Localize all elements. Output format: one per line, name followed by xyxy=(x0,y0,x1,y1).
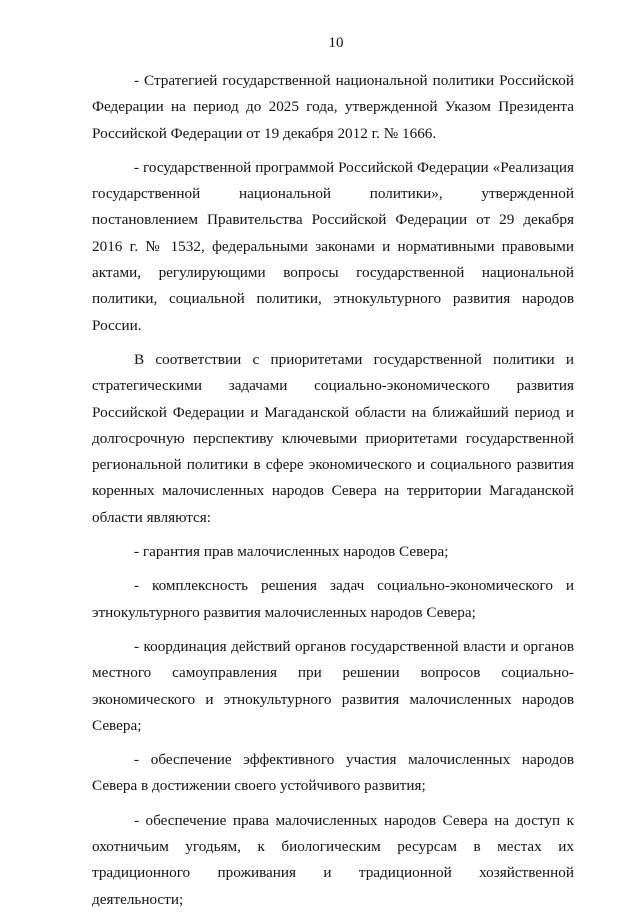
list-item-hunting-access: - обеспечение права малочисленных народов Севера на доступ к охотничьим угодьям, к биологическим ресурсам в местах их традиционного проживания и традиционной хозяйственной деятельности; xyxy=(92,811,574,908)
list-item-effective-participation: - обеспечение эффективного участия малочисленных народов Севера в достижении своего устойчивого развития; xyxy=(92,751,574,795)
paragraph-strategy-decree: - Стратегией государственной национальной политики Российской Федерации на период до 2025 года, утвержденной Указом Президента Российской Федерации от 19 декабря 2012 г. № 1666. xyxy=(92,72,574,142)
document-body xyxy=(92,68,574,913)
paragraph-priorities-intro: В соответствии с приоритетами государственной политики и стратегическими задачами социально-экономического развития Российской Федерации и Магаданской области на ближайший период и долгосрочную перспективу ключевыми приоритетами государственной региональной политики в сфере экономического и социального развития коренных малочисленных народов Севера на территории Магаданской области являются: xyxy=(92,350,574,526)
page-number: 10 xyxy=(328,35,344,51)
list-item-complex-development: - комплексность решения задач социально-экономического и этнокультурного развития малочисленных народов Севера; xyxy=(92,577,574,621)
list-item-rights-guarantee: - гарантия прав малочисленных народов Севера; xyxy=(134,543,449,561)
list-item-coordination: - координация действий органов государственной власти и органов местного самоуправления при решении вопросов социально-экономического и этнокультурного развития малочисленных народов Севера; xyxy=(92,637,574,734)
paragraph-state-program: - государственной программой Российской Федерации «Реализация государственной национальной политики», утвержденной постановлением Правительства Российской Федерации от 29 декабря 2016 г. № 1532, федеральными законами и нормативными правовыми актами, регулирующими вопросы государственной национальной политики, социальной политики, этнокультурного развития народов России. xyxy=(92,158,574,334)
